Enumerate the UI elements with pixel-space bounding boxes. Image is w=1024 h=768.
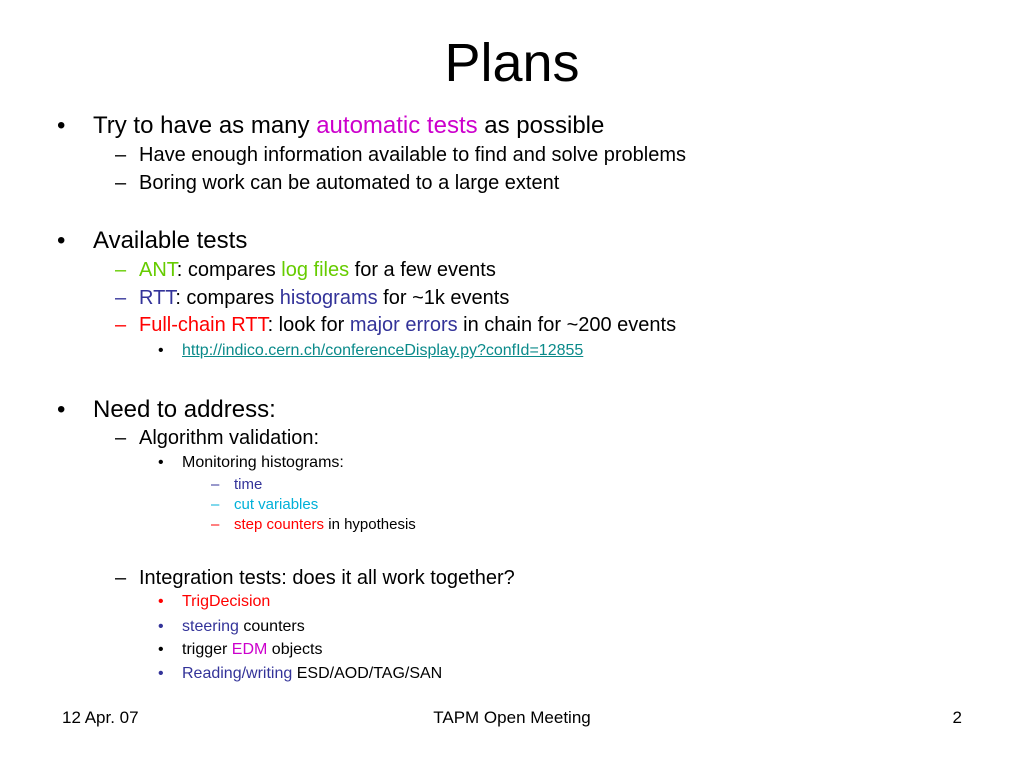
item-reading-writing: Reading/writing ESD/AOD/TAG/SAN <box>182 665 443 682</box>
footer-meeting: TAPM Open Meeting <box>433 708 591 727</box>
dash-marker: – <box>115 314 127 336</box>
item-step-counters: step counters in hypothesis <box>234 516 416 533</box>
bullet-automatic-tests: Try to have as many automatic tests as possible <box>93 112 605 139</box>
bullet-available-tests: Available tests <box>93 227 248 254</box>
dash-marker: – <box>211 496 220 513</box>
footer-date: 12 Apr. 07 <box>62 708 139 727</box>
dash-marker: – <box>211 516 220 533</box>
item-cut-variables: cut variables <box>234 496 319 513</box>
footer-page-number: 2 <box>952 708 962 727</box>
sub-full-chain-rtt: Full-chain RTT: look for major errors in chain for ~200 events <box>139 314 677 336</box>
sub-ant: ANT: compares log files for a few events <box>139 259 496 281</box>
bullet-marker: • <box>57 112 66 139</box>
indico-link[interactable]: http://indico.cern.ch/conferenceDisplay.py?confId=12855 <box>182 342 584 359</box>
bullet-marker: • <box>57 227 66 254</box>
dash-marker: – <box>115 427 127 449</box>
dash-marker: – <box>115 144 127 166</box>
sub-enough-information: Have enough information available to find and solve problems <box>139 144 687 166</box>
bullet-marker: • <box>158 665 164 682</box>
bullet-marker: • <box>158 342 164 359</box>
sub-integration-tests: Integration tests: does it all work together? <box>139 567 515 589</box>
item-trigger-edm: trigger EDM objects <box>182 641 323 658</box>
item-time: time <box>234 476 263 493</box>
dash-marker: – <box>211 476 220 493</box>
bullet-marker: • <box>158 618 164 635</box>
dash-marker: – <box>115 259 127 281</box>
sub-boring-work: Boring work can be automated to a large extent <box>139 172 560 194</box>
indico-link-item <box>182 341 583 361</box>
dash-marker: – <box>115 172 127 194</box>
item-steering-counters: steering counters <box>182 618 305 635</box>
bullet-marker: • <box>158 454 164 471</box>
item-monitoring-histograms: Monitoring histograms: <box>182 454 344 471</box>
sub-rtt: RTT: compares histograms for ~1k events <box>139 287 510 309</box>
dash-marker: – <box>115 287 127 309</box>
item-trigdecision: TrigDecision <box>182 593 271 610</box>
bullet-marker: • <box>158 593 164 610</box>
bullet-marker: • <box>57 396 66 423</box>
sub-algorithm-validation: Algorithm validation: <box>139 427 320 449</box>
slide-title: Plans <box>444 33 580 93</box>
dash-marker: – <box>115 567 127 589</box>
bullet-marker: • <box>158 641 164 658</box>
bullet-need-to-address: Need to address: <box>93 396 276 423</box>
